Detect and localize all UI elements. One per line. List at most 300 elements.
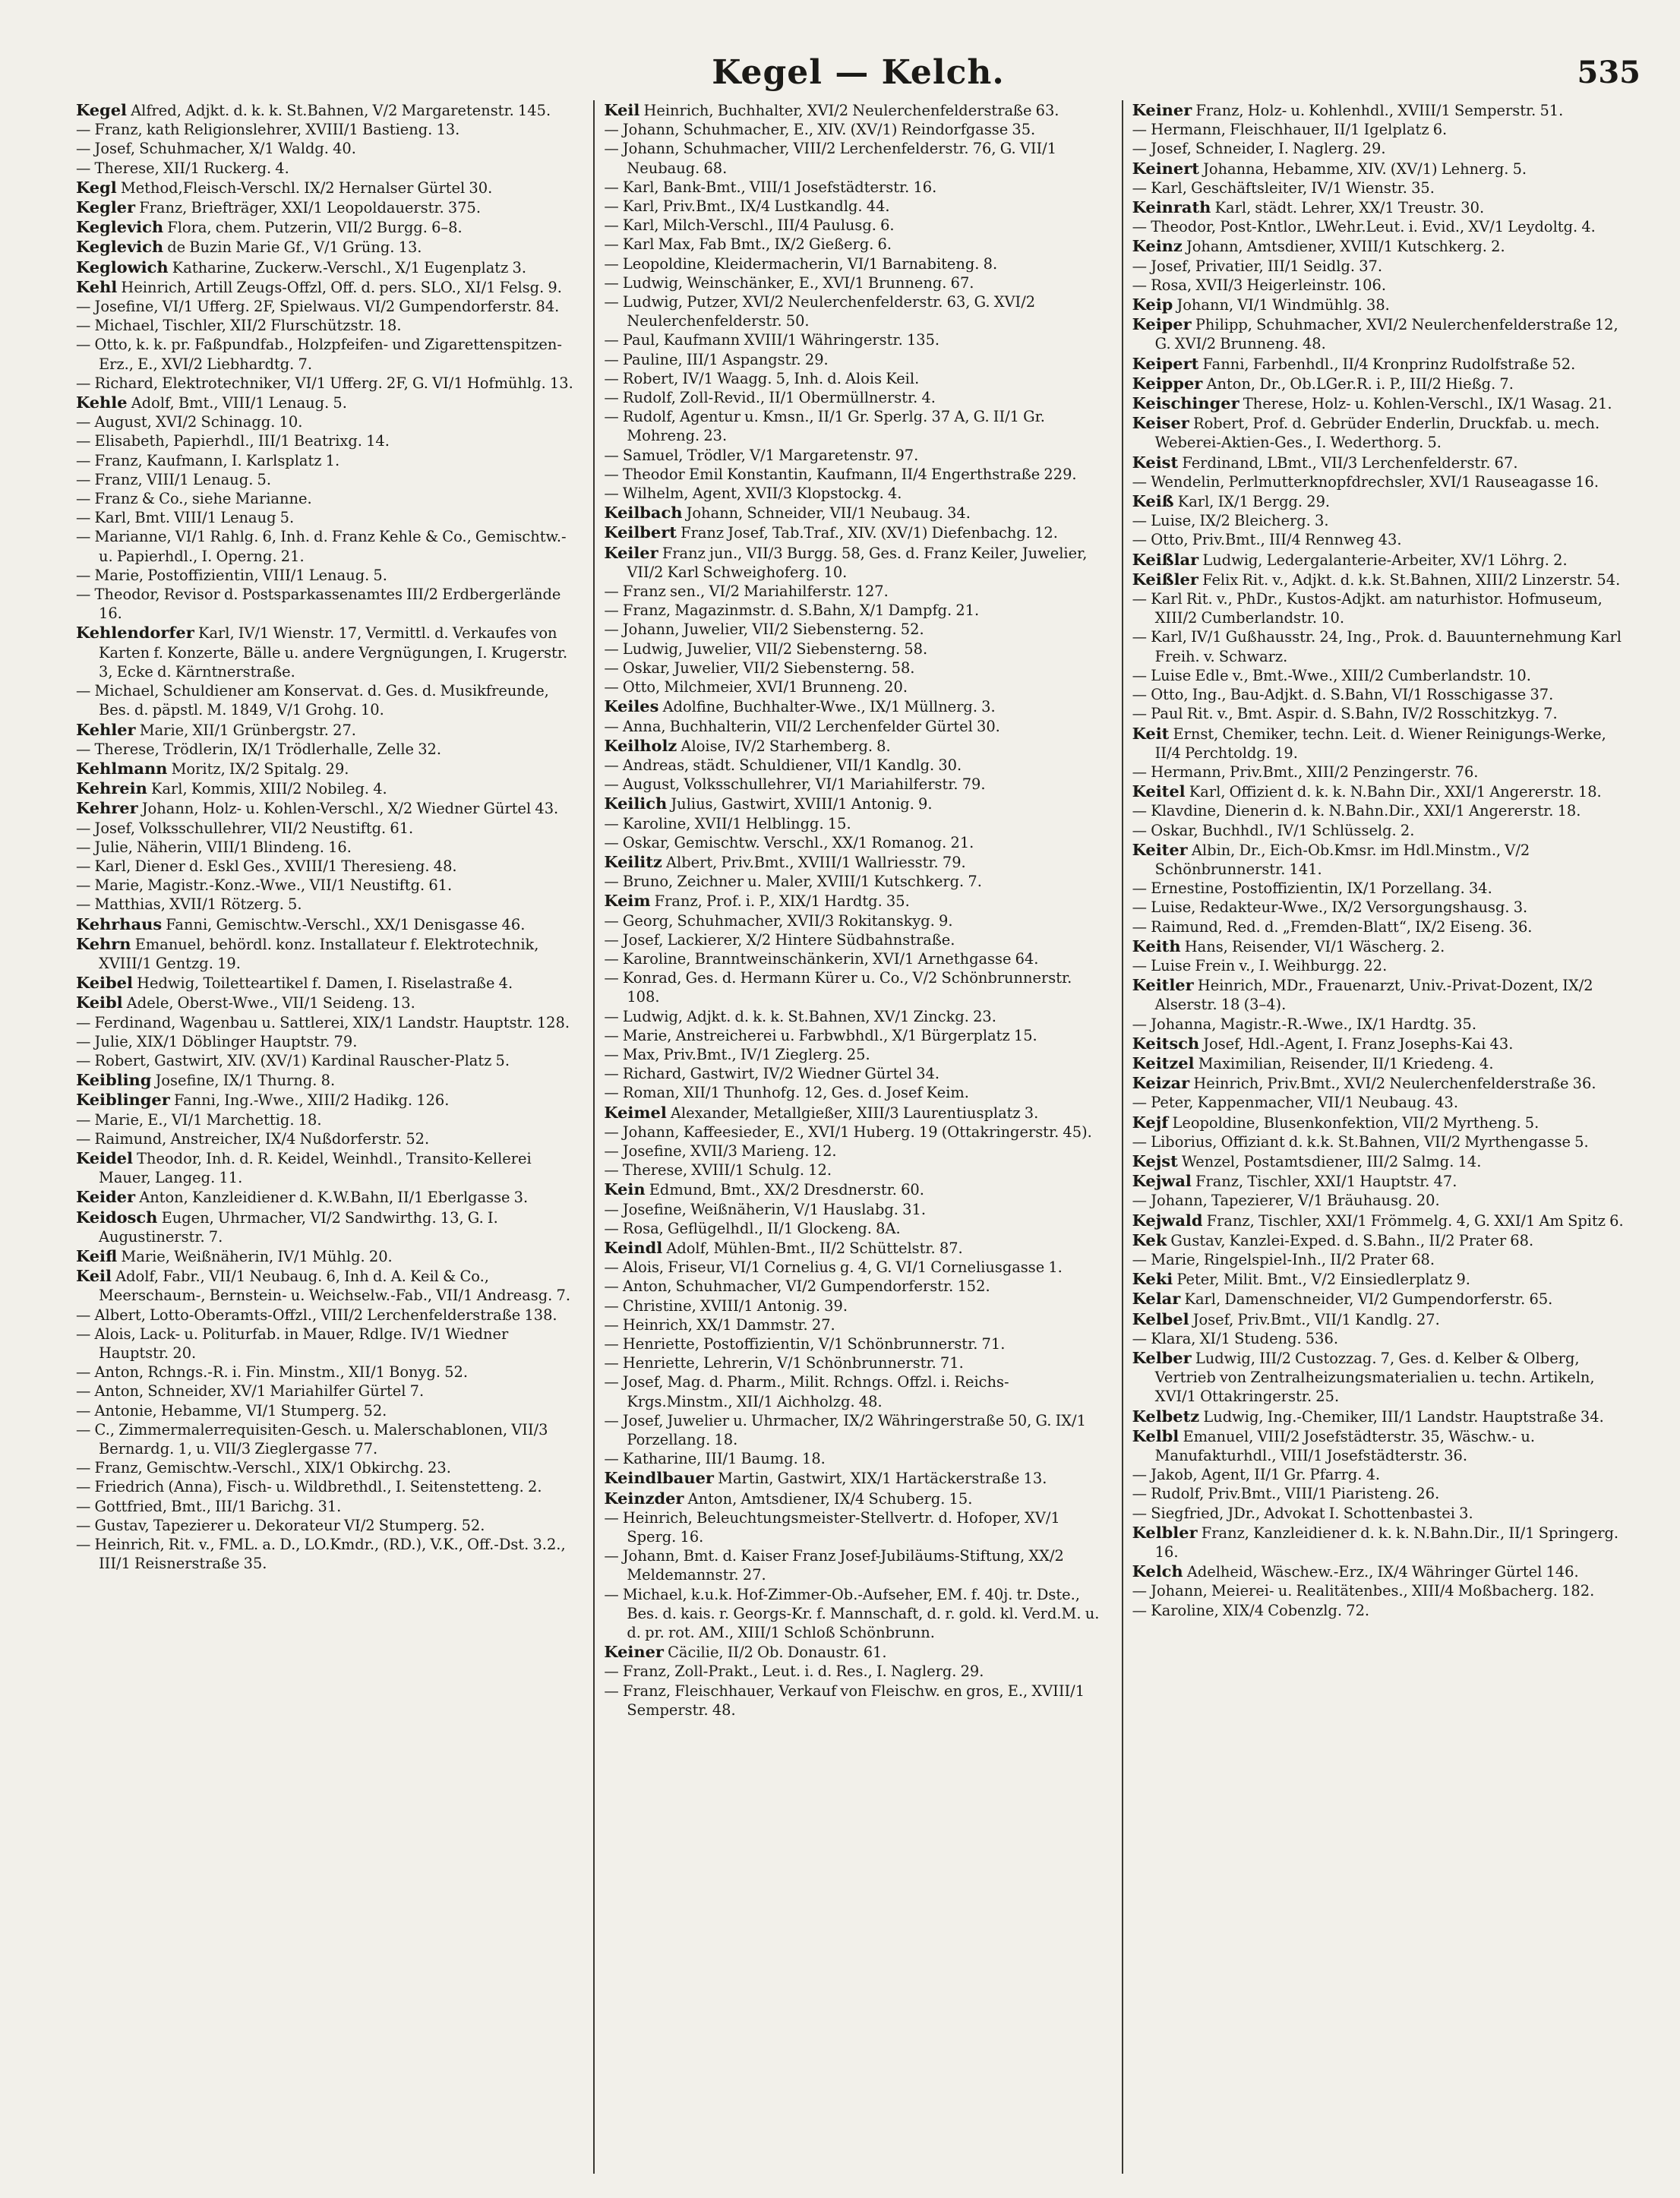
directory-entry (1132, 491, 1636, 511)
entry-name: Kelch (1132, 1562, 1183, 1581)
entry-details: Adolf, Fabr., VII/1 Neubaug. 6, Inh d. A. Keil & Co., Meerschaum-, Bernstein- u. Weichselw.-Fab., VII/1 Andreasg. 7. (99, 1268, 570, 1305)
directory-entry (604, 139, 1107, 177)
directory-entry (604, 949, 1107, 968)
directory-entry (604, 120, 1107, 139)
directory-entry (604, 1258, 1107, 1277)
entry-details: JDr., Advokat I. Schottenbastei 3. (1227, 1504, 1473, 1522)
entry-name: — Gustav, (76, 1516, 150, 1534)
directory-entry (1132, 1407, 1636, 1426)
entry-name: — Josefine, (604, 1142, 687, 1160)
directory-entry (1132, 1504, 1636, 1523)
directory-entry (76, 681, 579, 719)
entry-details: Josefine, IX/1 Thurng. 8. (155, 1072, 336, 1090)
directory-entry (604, 601, 1107, 620)
entry-details: Anton, Kanzleidiener d. K.W.Bahn, II/1 Eberlgasse 3. (139, 1189, 529, 1207)
entry-name: Keiler (604, 542, 658, 562)
entry-details: Theodor, Inh. d. R. Keidel, Weinhdl., Transito-Kellerei Mauer, Langeg. 11. (99, 1149, 532, 1187)
entry-details: Ges. d. Hermann Kürer u. Co., V/2 Schönbrunnerstr. 108. (627, 969, 1072, 1006)
entry-name: — Heinrich, (604, 1508, 693, 1527)
directory-entry (76, 993, 579, 1012)
entry-details: Johann, VI/1 Windmühlg. 38. (1176, 296, 1390, 314)
directory-entry (76, 895, 579, 914)
entry-details: Post-Kntlor., LWehr.Leut. i. Evid., XV/1 Leydoltg. 4. (1220, 218, 1596, 236)
entry-details: XII/1 Thunhofg. 12, Ges. d. Josef Keim. (683, 1084, 969, 1102)
directory-entry (76, 1110, 579, 1129)
directory-entry (76, 778, 579, 798)
entry-details: Fleischhauer, Verkauf von Fleischw. en gros, E., XVIII/1 Semperstr. 48. (627, 1682, 1085, 1719)
entry-name: Kehlmann (76, 758, 168, 778)
entry-details: XIX/1 Döblinger Hauptstr. 79. (137, 1032, 358, 1050)
directory-entry (1132, 1191, 1636, 1210)
entry-name: — Franz, (604, 1663, 671, 1681)
entry-details: Kleidermacherin, VI/1 Barnabiteng. 8. (714, 254, 998, 273)
entry-name: Keinrath (1132, 197, 1211, 217)
entry-details: Moritz, IX/2 Spitalg. 29. (171, 760, 349, 778)
entry-details: Mag. d. Pharm., Milit. Rchngs. Offzl. i. Reichs-Krgs.Minstm., XII/1 Aichholzg. 48. (627, 1373, 1009, 1410)
entry-name: — Karl, (604, 216, 659, 235)
entry-name: — Jakob, (1132, 1466, 1198, 1484)
directory-entry (604, 1585, 1107, 1643)
directory-entry (76, 1458, 579, 1477)
entry-details: Hedwig, Toiletteartikel f. Damen, I. Riselastraße 4. (137, 974, 513, 993)
entry-details: VI/2 Mariahilferstr. 127. (709, 583, 889, 601)
directory-entry (76, 451, 579, 470)
entry-details: Weinschänker, E., XVI/1 Brunneng. 67. (687, 273, 974, 292)
entry-details: Franz, Kanzleidiener d. k. k. N.Bahn.Dir., II/1 Springerg. 16. (1154, 1524, 1619, 1562)
entry-details: Elektrotechniker, VI/1 Ufferg. 2F, G. VI/1 Hofmühlg. 13. (162, 374, 573, 392)
directory-entry (76, 470, 579, 489)
entry-name: Kehrn (76, 933, 131, 953)
entry-details: Wenzel, Postamtsdiener, III/2 Salmg. 14. (1181, 1152, 1482, 1170)
directory-entry (76, 237, 579, 257)
directory-entry (604, 1161, 1107, 1180)
directory-entry (1132, 763, 1636, 782)
entry-details: Geflügelhdl., II/1 Glockeng. 8A. (668, 1219, 901, 1237)
directory-entry (604, 543, 1107, 582)
directory-entry (604, 756, 1107, 775)
directory-entry (604, 852, 1107, 872)
entry-details: Tapezierer, V/1 Bräuhausg. 20. (1211, 1192, 1440, 1210)
entry-name: — Oskar, (604, 658, 671, 677)
entry-details: Offiziant d. k.k. St.Bahnen, VII/2 Myrthengasse 5. (1221, 1132, 1589, 1151)
entry-name: — Karl Rit. v., (1132, 590, 1233, 608)
entry-name: — Marie, (1132, 1250, 1200, 1268)
entry-details: Lack- u. Politurfab. in Mauer, Rdlge. IV/1 Wiedner Hauptstr. 20. (99, 1325, 509, 1362)
entry-details: Franz, Tischler, XXI/1 Frömmelg. 4, G. XXI/1 Am Spitz 6. (1206, 1211, 1624, 1230)
entry-name: Keißler (1132, 569, 1198, 589)
entry-name: Kelber (1132, 1348, 1192, 1367)
entry-details: Schuldiener am Konservat. d. Ges. d. Musikfreunde, Bes. d. päpstl. M. 1849, V/1 Grohg. 10. (99, 682, 549, 719)
entry-name: Kejwald (1132, 1210, 1203, 1230)
entry-details: Philipp, Schuhmacher, XVI/2 Neulerchenfelderstraße 12, G. XVI/2 Brunneng. 48. (1154, 316, 1618, 353)
entry-details: Adolfine, Buchhalter-Wwe., IX/1 Müllnerg. 3. (662, 698, 996, 716)
entry-details: Postoffizientin, VIII/1 Lenaug. 5. (147, 566, 387, 584)
entry-name: — Johanna, (1132, 1015, 1217, 1033)
directory-entry (604, 1123, 1107, 1142)
entry-details: Branntweinschänkerin, XVI/1 Arnethgasse 64. (694, 949, 1039, 968)
directory-entry (1132, 472, 1636, 491)
directory-entry (76, 623, 579, 681)
entry-details: Gustav, Kanzlei-Exped. d. S.Bahn., II/2 Prater 68. (1170, 1231, 1534, 1249)
entry-details: Karl, Offizient d. k. k. N.Bahn Dir., XXI/1 Angererstr. 18. (1189, 783, 1602, 801)
entry-name: Kelbel (1132, 1309, 1189, 1328)
entry-name: Keiner (1132, 100, 1192, 119)
entry-details: Putzer, XVI/2 Neulerchenfelderstr. 63, G. XVI/2 Neulerchenfelderstr. 50. (627, 293, 1036, 330)
directory-entry (604, 350, 1107, 369)
entry-name: — Franz, (76, 451, 143, 469)
directory-entry (604, 216, 1107, 235)
directory-entry (1132, 217, 1636, 236)
entry-details: Felix Rit. v., Adjkt. d. k.k. St.Bahnen, XIII/2 Linzerstr. 54. (1202, 570, 1621, 589)
directory-entry (604, 891, 1107, 911)
entry-name: Kegl (76, 177, 117, 197)
entry-details: I. Weihburgg. 22. (1258, 956, 1388, 974)
entry-name: — Johann, (1132, 1192, 1208, 1210)
entry-details: Tapezierer u. Dekorateur VI/2 Stumperg. 52. (153, 1516, 485, 1534)
entry-name: — Robert, (604, 369, 679, 387)
directory-entry (604, 446, 1107, 465)
directory-entry (76, 1420, 579, 1458)
entry-name: Keiter (1132, 839, 1188, 859)
entry-details: kath Religionslehrer, XVIII/1 Bastieng. 13. (146, 121, 460, 139)
entry-details: Trödler, V/1 Margaretenstr. 97. (687, 446, 919, 464)
directory-entry (1132, 801, 1636, 820)
entry-details: Johann, Holz- u. Kohlen-Verschl., X/2 Wiedner Gürtel 43. (141, 800, 559, 818)
entry-name: — Leopoldine, (604, 254, 710, 273)
entry-details: Agent, XVII/3 Klopstockg. 4. (692, 485, 902, 503)
directory-entry (1132, 100, 1636, 120)
directory-entry (1132, 550, 1636, 570)
entry-name: — Franz, (604, 602, 671, 620)
entry-name: — Richard, (604, 1065, 687, 1083)
entry-name: Keiper (1132, 314, 1192, 334)
entry-details: Ludwig, III/2 Custozzag. 7, Ges. d. Kelber & Olberg, Vertrieb von Zentralheizungsmaterialien u. techn. Artikeln, XVI/1 Ottakringerstr. 25. (1154, 1350, 1595, 1406)
directory-entry (1132, 1093, 1636, 1112)
directory-entry (76, 1325, 579, 1363)
directory-entry (1132, 120, 1636, 139)
entry-details: Ringelspiel-Inh., II/2 Prater 68. (1203, 1250, 1435, 1268)
entry-name: — Ludwig, (604, 1007, 684, 1025)
entry-details: Hebamme, VI/1 Stumperg. 52. (161, 1401, 387, 1420)
entry-name: — Andreas, (604, 756, 690, 774)
entry-name: — Johann, (604, 140, 680, 158)
directory-entry (604, 100, 1107, 120)
directory-entry (76, 1129, 579, 1148)
directory-entry (604, 1508, 1107, 1546)
directory-entry (604, 1315, 1107, 1334)
directory-entry (1132, 1465, 1636, 1484)
directory-entry (604, 1064, 1107, 1083)
entry-name: Keiser (1132, 413, 1189, 433)
directory-entry (1132, 1348, 1636, 1407)
entry-details: Therese, Holz- u. Kohlen-Verschl., IX/1 Wasag. 21. (1243, 395, 1612, 413)
directory-entry (76, 489, 579, 508)
directory-entry (604, 1411, 1107, 1449)
entry-details: Adolf, Bmt., VIII/1 Lenaug. 5. (131, 394, 347, 412)
directory-entry (1132, 1329, 1636, 1348)
entry-details: IV/1 Gußhausstr. 24, Ing., Prok. d. Bauunternehmung Karl Freih. v. Schwarz. (1154, 628, 1622, 665)
entry-details: Ferdinand, LBmt., VII/3 Lerchenfelderstr. 67. (1182, 453, 1518, 472)
entry-name: Keiß (1132, 491, 1174, 511)
directory-entry (1132, 627, 1636, 665)
entry-name: — Julie, (76, 838, 133, 856)
entry-name: — Johann, (1132, 1582, 1208, 1600)
directory-entry (604, 620, 1107, 639)
entry-details: Juwelier, VII/2 Siebensterng. 58. (674, 658, 915, 677)
entry-details: Meierei- u. Realitätenbes., XIII/4 Moßbacherg. 182. (1211, 1582, 1595, 1600)
entry-details: Milch-Verschl., III/4 Paulusg. 6. (662, 216, 895, 235)
entry-details: Gastwirt, IV/2 Wiedner Gürtel 34. (690, 1065, 940, 1083)
directory-entry (1132, 1034, 1636, 1053)
directory-entry (1132, 413, 1636, 452)
directory-entry (604, 330, 1107, 349)
directory-entry (76, 973, 579, 993)
directory-entry (604, 197, 1107, 216)
entry-name: Kelbl (1132, 1426, 1179, 1445)
directory-entry (1132, 782, 1636, 801)
entry-name: Kelar (1132, 1289, 1181, 1309)
entry-details: XIX/4 Cobenzlg. 72. (1222, 1601, 1370, 1619)
entry-name: Keip (1132, 295, 1173, 314)
entry-details: PhDr., Kustos-Adjkt. am naturhistor. Hofmuseum, XIII/2 Cumberlandstr. 10. (1154, 590, 1603, 627)
entry-name: — Antonie, (76, 1401, 157, 1420)
entry-name: Keitzel (1132, 1053, 1195, 1072)
entry-details: Maximilian, Reisender, II/1 Kriedeng. 4. (1198, 1054, 1494, 1072)
entry-name: — Theodor, (1132, 218, 1217, 236)
entry-details: Gemischtw. Verschl., XX/1 Romanog. 21. (674, 833, 974, 851)
directory-entry (1132, 393, 1636, 413)
directory-entry (76, 798, 579, 818)
entry-details: Postoffizientin, IX/1 Porzellang. 34. (1231, 880, 1492, 898)
entry-name: — Rudolf, (1132, 1485, 1205, 1503)
directory-entry (604, 794, 1107, 813)
directory-entry (1132, 374, 1636, 393)
entry-details: siehe Marianne. (191, 490, 312, 508)
directory-entry (76, 914, 579, 934)
entry-details: de Buzin Marie Gf., V/1 Grüng. 13. (167, 238, 422, 257)
entry-name: — Marie, (76, 876, 144, 895)
entry-name: — Karoline, (604, 949, 691, 968)
entry-details: Johanna, Hebamme, XIV. (XV/1) Lehnerg. 5. (1203, 159, 1527, 178)
directory-entry (76, 100, 579, 120)
entry-details: Juwelier, VII/2 Siebensterng. 52. (683, 621, 924, 639)
directory-entry (76, 1401, 579, 1420)
directory-entry (1132, 1053, 1636, 1073)
entry-name: Keilich (604, 794, 668, 813)
entry-name: — Josefine, (604, 1200, 687, 1218)
entry-name: Keindlbauer (604, 1468, 714, 1488)
entry-details: Ernst, Chemiker, techn. Leit. d. Wiener Reinigungs-Werke, II/4 Perchtoldg. 19. (1154, 725, 1606, 762)
entry-name: — Julie, (76, 1032, 133, 1050)
directory-entry (1132, 1581, 1636, 1600)
entry-name: — August, (604, 775, 681, 794)
directory-entry (76, 1148, 579, 1187)
entry-name: Keilitz (604, 851, 662, 871)
directory-entry (604, 1180, 1107, 1199)
directory-entry (1132, 1230, 1636, 1250)
entry-name: — Karl, (1132, 178, 1187, 197)
entry-name: — August, (76, 413, 152, 431)
entry-details: Franz, Prof. i. P., XIX/1 Hardtg. 35. (654, 892, 910, 911)
entry-details: Priv.Bmt., IV/1 Zieglerg. 25. (663, 1045, 870, 1063)
entry-name: — Karl, (604, 178, 659, 196)
entry-details: Papierhdl., III/1 Beatrixg. 14. (173, 432, 390, 450)
entry-name: — Pauline, (604, 350, 683, 368)
entry-details: Albert, Priv.Bmt., XVIII/1 Wallriesstr. 79. (665, 853, 966, 871)
directory-entry (76, 759, 579, 778)
directory-entry (604, 775, 1107, 794)
entry-details: Geschäftsleiter, IV/1 Wienstr. 35. (1191, 178, 1435, 197)
directory-entry (604, 696, 1107, 716)
directory-entry (76, 838, 579, 857)
directory-entry (604, 1026, 1107, 1045)
entry-details: IV/1 Waagg. 5, Inh. d. Alois Keil. (682, 369, 920, 387)
entry-details: Zoll-Revid., II/1 Obermüllnerstr. 4. (680, 389, 936, 407)
entry-name: — Henriette, (604, 1335, 699, 1353)
directory-entry (1132, 1601, 1636, 1620)
directory-entry (76, 217, 579, 237)
entry-details: Kappenmacher, VII/1 Neubaug. 43. (1197, 1094, 1459, 1112)
entry-name: — Josef, (76, 140, 136, 158)
entry-name: Kehrer (76, 798, 138, 818)
directory-entry (1132, 1073, 1636, 1093)
entry-details: Aloise, IV/2 Starhemberg. 8. (681, 737, 891, 755)
entry-details: Zoll-Prakt., Leut. i. d. Res., I. Naglerg. 29. (674, 1663, 984, 1681)
entry-name: Keil (604, 100, 640, 119)
entry-name: Keibel (76, 973, 133, 993)
entry-name: — Johann, (604, 1547, 680, 1565)
entry-name: — Johann, (604, 621, 680, 639)
directory-entry (604, 254, 1107, 273)
directory-entry (76, 1306, 579, 1325)
entry-name: — Liborius, (1132, 1132, 1217, 1151)
directory-entry (604, 1372, 1107, 1410)
directory-entry (1132, 236, 1636, 256)
entry-name: — Albert, (76, 1306, 146, 1324)
entry-name: — Raimund, (1132, 917, 1223, 936)
entry-details: Magazinmstr. d. S.Bahn, X/1 Dampfg. 21. (674, 602, 980, 620)
entry-name: — Therese, (76, 159, 159, 177)
entry-details: XVII/1 Helblingg. 15. (694, 814, 851, 832)
entry-details: Bmt. d. Kaiser Franz Josef-Jubiläums-Stiftung, XX/2 Meldemannstr. 27. (627, 1547, 1064, 1584)
entry-details: Priv.Bmt., XIII/2 Penzingerstr. 76. (1230, 763, 1479, 781)
entry-details: Lotto-Oberamts-Offzl., VIII/2 Lerchenfelderstraße 138. (150, 1306, 557, 1324)
entry-name: — Karl, (1132, 628, 1187, 646)
entry-details: Trödlerin, IX/1 Trödlerhalle, Zelle 32. (163, 740, 442, 758)
entry-details: Katharine, Zuckerw.-Verschl., X/1 Eugenplatz 3. (172, 258, 526, 276)
directory-entry (604, 640, 1107, 658)
entry-name: — Marianne, (76, 528, 172, 546)
entry-name: — Robert, (76, 1051, 150, 1069)
directory-entry (1132, 453, 1636, 472)
directory-entry (604, 1083, 1107, 1102)
directory-entry (1132, 197, 1636, 217)
entry-name: — Anton, (604, 1277, 672, 1296)
directory-entry (1132, 879, 1636, 898)
directory-entry (76, 566, 579, 585)
entry-details: XVII/3 Marieng. 12. (690, 1142, 837, 1160)
entry-details: Peter, Milit. Bmt., V/2 Einsiedlerplatz 9. (1176, 1271, 1470, 1289)
directory-entry (76, 819, 579, 838)
entry-details: Volksschullehrer, VII/2 Neustiftg. 61. (139, 819, 414, 837)
directory-entry (1132, 314, 1636, 353)
entry-details: Franz Josef, Tab.Traf., XIV. (XV/1) Diefenbachg. 12. (681, 524, 1058, 542)
entry-name: — Karl, (76, 509, 131, 527)
entry-details: Schuhmacher, X/1 Waldg. 40. (139, 140, 356, 158)
entry-name: — Anton, (76, 1363, 144, 1382)
entry-details: Diener d. Eskl Ges., XVIII/1 Theresieng. 48. (134, 857, 457, 875)
directory-entry (76, 1477, 579, 1496)
entry-name: — Johann, (604, 1123, 680, 1141)
entry-name: — Christine, (604, 1296, 696, 1315)
entry-name: — Johann, (604, 121, 680, 139)
entry-details: Beleuchtungsmeister-Stellvertr. d. Hofoper, XV/1 Sperg. 16. (627, 1508, 1060, 1546)
directory-entry (1132, 295, 1636, 314)
entry-name: Keindl (604, 1237, 663, 1257)
entry-details: Volksschullehrer, VI/1 Mariahilferstr. 79. (684, 775, 986, 794)
directory-entry (604, 465, 1107, 484)
entry-name: — Katharine, (604, 1450, 702, 1468)
directory-entry (1132, 178, 1636, 197)
entry-details: XVII/1 Rötzerg. 5. (169, 895, 302, 914)
entry-details: Heinrich, Buchhalter, XVI/2 Neulerchenfelderstraße 63. (643, 102, 1059, 119)
entry-name: — Anton, (76, 1382, 144, 1401)
directory-entry (1132, 704, 1636, 723)
entry-details: Zeichner u. Maler, XVIII/1 Kutschkerg. 7. (677, 873, 982, 891)
directory-entry (76, 934, 579, 973)
entry-details: Emanuel, behördl. konz. Installateur f. Elektrotechnik, XVIII/1 Gentzg. 19. (99, 935, 539, 972)
directory-entry (76, 1363, 579, 1382)
entry-name: — Richard, (76, 374, 159, 392)
entry-name: Keipper (1132, 373, 1203, 393)
entry-details: Magistr.-R.-Wwe., IX/1 Hardtg. 35. (1220, 1015, 1476, 1033)
entry-details: XVII/3 Heigerleinstr. 106. (1195, 276, 1386, 294)
entry-details: Albin, Dr., Eich-Ob.Kmsr. im Hdl.Minstm., V/2 Schönbrunnerstr. 141. (1154, 841, 1530, 878)
entry-details: III/1 Aspangstr. 29. (686, 350, 829, 368)
entry-name: Keinzder (604, 1488, 684, 1508)
entry-details: Adelheid, Wäschew.-Erz., IX/4 Währinger Gürtel 146. (1186, 1563, 1579, 1581)
entry-details: Bmt., III/1 Barichg. 31. (171, 1497, 342, 1515)
entry-details: XVIII/1 Antonig. 39. (699, 1296, 848, 1315)
entry-details: Anstreicher, IX/4 Nußdorferstr. 52. (170, 1129, 430, 1148)
entry-details: Robert, Prof. d. Gebrüder Enderlin, Druckfab. u. mech. Weberei-Aktien-Ges., I. Wederthorg. 5. (1154, 415, 1600, 452)
entry-name: — Ernestine, (1132, 880, 1228, 898)
entry-details: Näherin, VIII/1 Blindeng. 16. (137, 838, 352, 856)
entry-name: Kegler (76, 197, 136, 217)
entry-name: — Matthias, (76, 895, 166, 914)
entry-name: — Luise, (1132, 898, 1196, 917)
entry-name: Kehlendorfer (76, 623, 194, 643)
entry-details: Franz, Briefträger, XXI/1 Leopoldauerstr. 375. (139, 199, 482, 217)
entry-name: — Georg, (604, 911, 674, 930)
directory-entry (76, 120, 579, 139)
directory-entry (76, 431, 579, 450)
entry-details: Heinrich, MDr., Frauenarzt, Univ.-Privat-Dozent, IX/2 Alserstr. 18 (3–4). (1154, 977, 1593, 1014)
directory-entry (1132, 1113, 1636, 1132)
directory-entry (1132, 724, 1636, 763)
entry-name: — Ludwig, (604, 640, 684, 658)
entry-details: Schuhmacher, VI/2 Gumpendorferstr. 152. (675, 1277, 990, 1296)
directory-entry (76, 720, 579, 740)
entry-details: Marie, XII/1 Grünbergstr. 27. (139, 721, 356, 739)
entry-name: — Marie, (76, 566, 144, 584)
entry-details: Tischler, XII/2 Flurschützstr. 18. (163, 317, 402, 335)
directory-entry (1132, 1132, 1636, 1151)
entry-name: Kelbetz (1132, 1406, 1200, 1426)
entry-name: Keider (76, 1187, 136, 1207)
entry-name: — Franz, (604, 1682, 671, 1700)
entry-details: Alfred, Adjkt. d. k. k. St.Bahnen, V/2 Margaretenstr. 145. (131, 102, 551, 119)
